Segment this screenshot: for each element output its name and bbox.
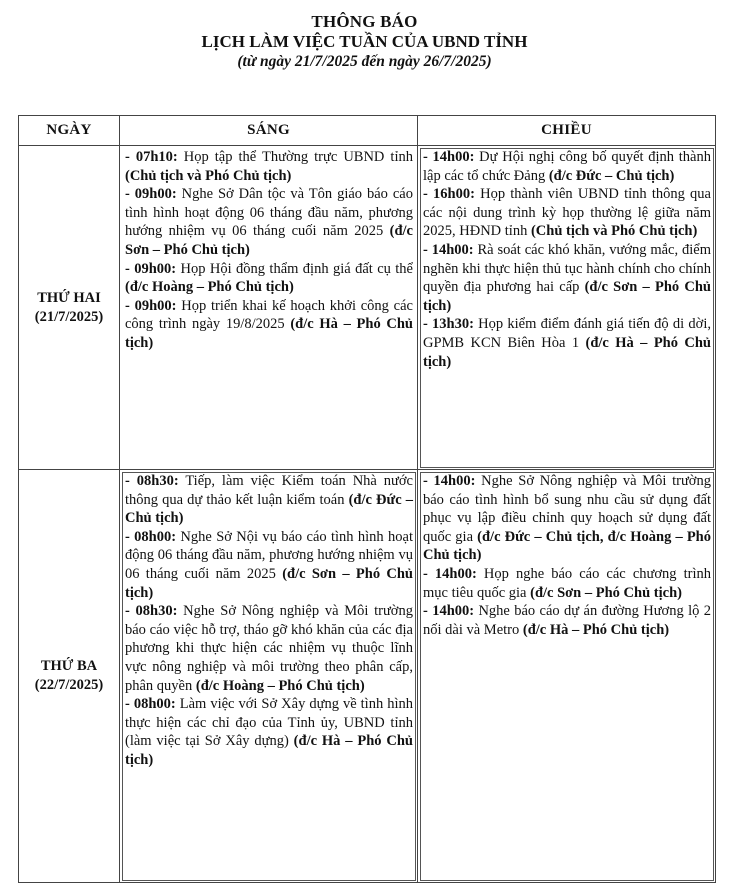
notice-subtitle: LỊCH LÀM VIỆC TUẦN CỦA UBND TỈNH <box>201 32 528 51</box>
day-name: THỨ BA <box>40 658 98 674</box>
day-cell <box>19 146 120 470</box>
morning-cell <box>120 146 418 470</box>
notice-title: THÔNG BÁO <box>311 12 418 31</box>
header-morning: SÁNG <box>120 116 418 146</box>
schedule-entry: - 16h00: Họp thành viên UBND tỉnh thông qua các nội dung trình kỳ họp thường lệ giữa năm 2025, HĐND tỉnh (Chủ tịch và Phó Chủ tịch) <box>423 186 711 240</box>
schedule-entry: - 08h30: Nghe Sở Nông nghiệp và Môi trường báo cáo việc hỗ trợ, tháo gỡ khó khăn của các địa phương khi thực hiện các nhiệm vụ thuộc lĩnh vực nông nghiệp và môi trường theo phân cấp, phân quyền (đ/c Hoàng – Phó Chủ tịch) <box>125 603 413 694</box>
afternoon-cell <box>418 470 716 883</box>
table-header-row <box>19 116 716 146</box>
day-date: (21/7/2025) <box>34 308 104 325</box>
day-date: (22/7/2025) <box>34 677 104 693</box>
schedule-entry: - 09h00: Họp triển khai kế hoạch khởi công các công trình ngày 19/8/2025 (đ/c Hà – Phó Chủ tịch) <box>125 297 413 351</box>
schedule-entry: - 09h00: Nghe Sở Dân tộc và Tôn giáo báo cáo tình hình hoạt động 06 tháng đầu năm, phương hướng nhiệm vụ 06 tháng cuối năm 2025 (đ/c Sơn – Phó Chủ tịch) <box>125 186 413 258</box>
schedule-entry: - 09h00: Họp Hội đồng thẩm định giá đất cụ thể (đ/c Hoàng – Phó Chủ tịch) <box>125 260 413 296</box>
morning-cell <box>120 470 418 883</box>
schedule-entry: - 07h10: Họp tập thể Thường trực UBND tỉnh (Chủ tịch và Phó Chủ tịch) <box>125 149 413 184</box>
weekly-schedule-table <box>18 115 716 883</box>
schedule-entry: - 14h00: Họp nghe báo cáo các chương trình mục tiêu quốc gia (đ/c Sơn – Phó Chủ tịch) <box>423 565 711 601</box>
schedule-entry: - 08h30: Tiếp, làm việc Kiểm toán Nhà nước thông qua dự thảo kết luận kiểm toán (đ/c Đức – Chủ tịch) <box>125 473 413 527</box>
header-afternoon: CHIỀU <box>418 116 716 146</box>
header-day: NGÀY <box>19 116 120 146</box>
schedule-entry: - 08h00: Làm việc với Sở Xây dựng về tình hình thực hiện các chỉ đạo của Tỉnh ủy, UBND tỉnh (làm việc tại Sở Xây dựng) (đ/c Hà – Phó Chủ tịch) <box>125 696 413 768</box>
schedule-entry: - 14h00: Dự Hội nghị công bố quyết định thành lập các tổ chức Đảng (đ/c Đức – Chủ tịch) <box>423 149 711 184</box>
schedule-entry: - 14h00: Nghe báo cáo dự án đường Hương lộ 2 nối dài và Metro (đ/c Hà – Phó Chủ tịch) <box>423 603 711 638</box>
document-header <box>0 12 729 72</box>
schedule-entry: - 13h30: Họp kiểm điểm đánh giá tiến độ di dời, GPMB KCN Biên Hòa 1 (đ/c Hà – Phó Chủ tịch) <box>423 316 711 370</box>
schedule-entry: - 14h00: Rà soát các khó khăn, vướng mắc, điểm nghẽn khi thực hiện thủ tục hành chính cho chính quyền địa phương hai cấp (đ/c Sơn – Phó Chủ tịch) <box>423 241 711 314</box>
schedule-entry: - 14h00: Nghe Sở Nông nghiệp và Môi trường báo cáo tình hình bổ sung nhu cầu sử dụng đất phục vụ lập điều chỉnh quy hoạch sử dụng đất quốc gia (đ/c Đức – Chủ tịch, đ/c Hoàng – Phó Chủ tịch) <box>423 473 711 564</box>
afternoon-cell <box>418 146 716 470</box>
notice-date-range: (từ ngày 21/7/2025 đến ngày 26/7/2025) <box>237 53 492 70</box>
schedule-entry: - 08h00: Nghe Sở Nội vụ báo cáo tình hình hoạt động 06 tháng đầu năm, phương hướng nhiệm vụ 06 tháng cuối năm 2025 (đ/c Sơn – Phó Chủ tịch) <box>125 528 413 601</box>
table-row <box>19 470 716 883</box>
table-row <box>19 146 716 470</box>
day-cell <box>19 470 120 883</box>
day-name: THỨ HAI <box>37 289 101 306</box>
